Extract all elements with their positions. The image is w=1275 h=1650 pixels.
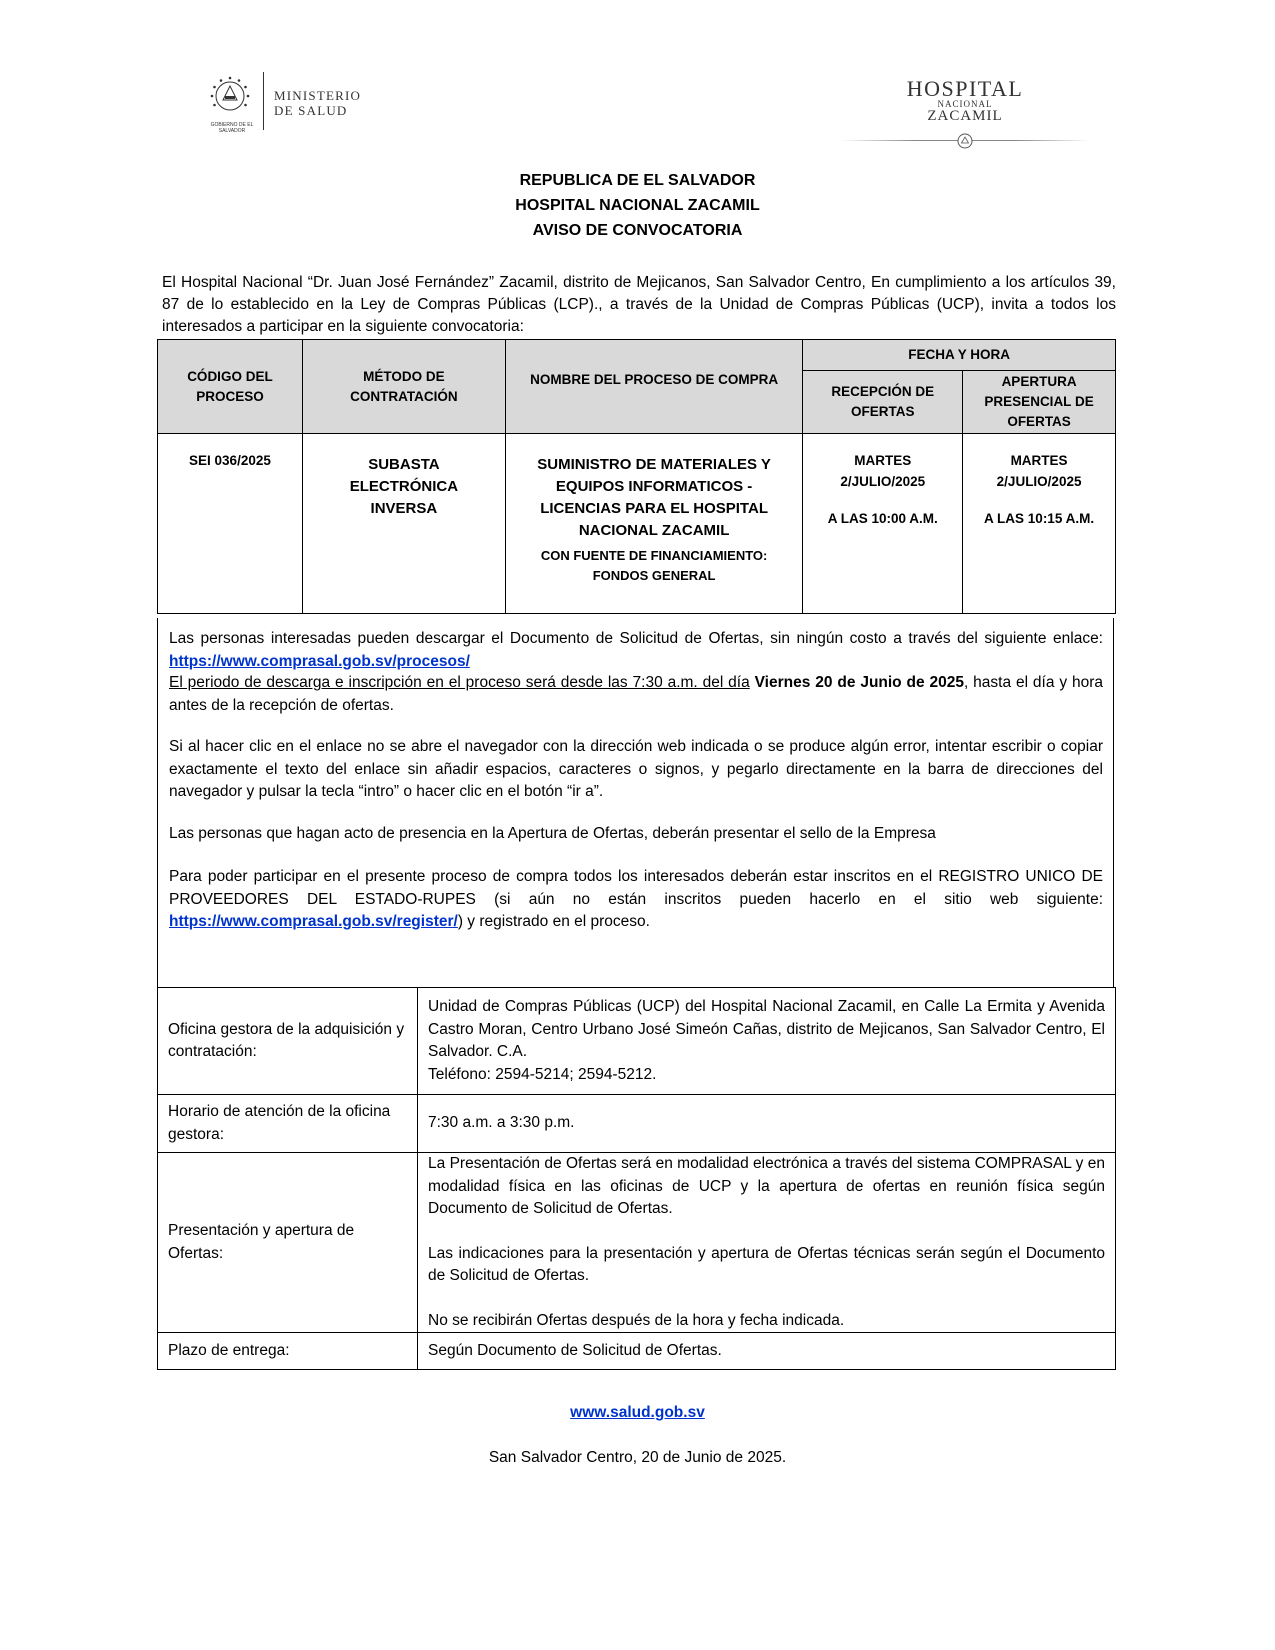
oficina-label: Oficina gestora de la adquisición y contratación: [158, 988, 418, 1095]
gov-caption: GOBIERNO DE EL SALVADOR [210, 122, 254, 134]
ministry-name-line2: DE SALUD [274, 103, 348, 118]
presentacion-line2: Las indicaciones para la presentación y apertura de Ofertas técnicas serán según el Documento de Solicitud de Ofertas. [428, 1244, 1105, 1284]
cell-metodo: SUBASTA ELECTRÓNICA INVERSA [302, 434, 505, 614]
hospital-logo-line1: HOSPITAL [906, 76, 1024, 101]
process-name: SUMINISTRO DE MATERIALES Y EQUIPOS INFORMATICOS - LICENCIAS PARA EL HOSPITAL NACIONAL ZACAMIL [537, 456, 771, 539]
header-nombre: NOMBRE DEL PROCESO DE COMPRA [505, 340, 802, 434]
header-codigo: CÓDIGO DEL PROCESO [158, 340, 303, 434]
plazo-label: Plazo de entrega: [158, 1333, 418, 1370]
salud-website-link[interactable]: www.salud.gob.sv [570, 1404, 705, 1421]
rupes-paragraph [169, 866, 1103, 934]
recepcion-fecha: 2/JULIO/2025 [840, 474, 926, 489]
link-help-paragraph: Si al hacer clic en el enlace no se abre el navegador con la dirección web indicada o se produce algún error, intentar escribir o copiar exactamente el texto del enlace sin añadir espacios, caracteres o signos, y pegarlo directamente en la barra de direcciones del navegador y pulsar la tecla “intro” o hacer clic en el botón “ir a”. [169, 738, 1103, 800]
title-notice: AVISO DE CONVOCATORIA [532, 222, 743, 239]
el-salvador-seal-icon [208, 74, 252, 124]
procesos-link[interactable]: https://www.comprasal.gob.sv/procesos/ [169, 652, 470, 670]
funding-source: CON FUENTE DE FINANCIAMIENTO: FONDOS GENERAL [540, 548, 768, 583]
download-paragraph [169, 628, 1103, 673]
cell-apertura [963, 434, 1116, 614]
presentacion-line1: La Presentación de Ofertas será en modalidad electrónica a través del sistema COMPRASAL y en modalidad física en las oficinas de UCP y la apertura de ofertas en reunión física según Documento de Solicitud de Ofertas. [428, 1155, 1105, 1217]
period-rest: , hasta el día y hora antes de la recepción de ofertas. [169, 674, 1103, 714]
rupes-text: Para poder participar en el presente proceso de compra todos los interesados deberán estar inscritos en el REGISTRO UNICO DE PROVEEDORES DEL ESTADO-RUPES (si aún no están inscritos pueden hacerlo en el sitio web siguiente: [169, 868, 1103, 908]
seal-paragraph: Las personas que hagan acto de presencia en la Apertura de Ofertas, deberán presentar el sello de la Empresa [169, 825, 936, 842]
presentacion-label: Presentación y apertura de Ofertas: [158, 1153, 418, 1333]
hospital-logo-line2: NACIONAL [937, 99, 993, 109]
hospital-seal-icon [956, 132, 974, 150]
convocatoria-table [157, 339, 1116, 614]
header-metodo: MÉTODO DE CONTRATACIÓN [302, 340, 505, 434]
horario-value: 7:30 a.m. a 3:30 p.m. [418, 1095, 1116, 1153]
apertura-hora: A LAS 10:15 A.M. [984, 511, 1095, 526]
intro-paragraph: El Hospital Nacional “Dr. Juan José Fernández” Zacamil, distrito de Mejicanos, San Salvador Centro, En cumplimiento a los artículos 39, 87 de lo establecido en la Ley de Compras Públicas (LCP)., a través de la Unidad de Compras Públicas (UCP), invita a todos los interesados a participar en la siguiente convocatoria: [162, 274, 1116, 335]
recepcion-hora: A LAS 10:00 A.M. [827, 511, 938, 526]
title-country: REPUBLICA DE EL SALVADOR [519, 172, 756, 189]
register-link[interactable]: https://www.comprasal.gob.sv/register/ [169, 913, 458, 930]
place-date: San Salvador Centro, 20 de Junio de 2025. [488, 1449, 787, 1466]
title-hospital: HOSPITAL NACIONAL ZACAMIL [515, 197, 760, 214]
apertura-dia: MARTES [1010, 453, 1068, 468]
oficina-phone: Teléfono: 2594-5214; 2594-5212. [428, 1065, 657, 1083]
horario-label: Horario de atención de la oficina gestora: [158, 1095, 418, 1153]
cell-nombre [505, 434, 802, 614]
download-text: Las personas interesadas pueden descargar el Documento de Solicitud de Ofertas, sin ningún costo a través del siguiente enlace: [169, 630, 1103, 647]
plazo-value: Según Documento de Solicitud de Ofertas. [418, 1333, 1116, 1370]
hospital-zacamil-logo [840, 78, 1090, 158]
logo-divider [263, 72, 264, 130]
recepcion-dia: MARTES [854, 453, 912, 468]
header-apertura: APERTURA PRESENCIAL DE OFERTAS [963, 371, 1116, 434]
details-row [158, 1153, 1116, 1333]
presentacion-line3: No se recibirán Ofertas después de la hora y fecha indicada. [428, 1311, 845, 1329]
oficina-address: Unidad de Compras Públicas (UCP) del Hospital Nacional Zacamil, en Calle La Ermita y Avenida Castro Moran, Centro Urbano José Simeón Cañas, distrito de Mejicanos, San Salvador Centro, El Salvador. C.A. [428, 998, 1105, 1060]
period-underlined: El periodo de descarga e inscripción en el proceso será desde las 7:30 a.m. del día [169, 674, 750, 691]
header-recepcion: RECEPCIÓN DE OFERTAS [803, 371, 963, 434]
details-row [158, 1333, 1116, 1370]
period-date: Viernes 20 de Junio de 2025 [754, 674, 964, 691]
cell-codigo: SEI 036/2025 [158, 434, 303, 614]
details-table [157, 987, 1116, 1370]
oficina-value [418, 988, 1116, 1095]
cell-recepcion [803, 434, 963, 614]
ministry-name-line1: MINISTERIO [274, 88, 362, 103]
ministerio-salud-logo [208, 70, 368, 132]
apertura-fecha: 2/JULIO/2025 [996, 474, 1082, 489]
hospital-logo-line3: ZACAMIL [927, 108, 1003, 124]
period-paragraph [169, 672, 1103, 717]
presentacion-value [418, 1153, 1116, 1333]
info-block [157, 618, 1114, 988]
header-fecha-hora: FECHA Y HORA [803, 340, 1116, 371]
footer-website-wrap [0, 1404, 1275, 1422]
rupes-rest: ) y registrado en el proceso. [457, 913, 650, 930]
details-row [158, 1095, 1116, 1153]
details-row [158, 988, 1116, 1095]
